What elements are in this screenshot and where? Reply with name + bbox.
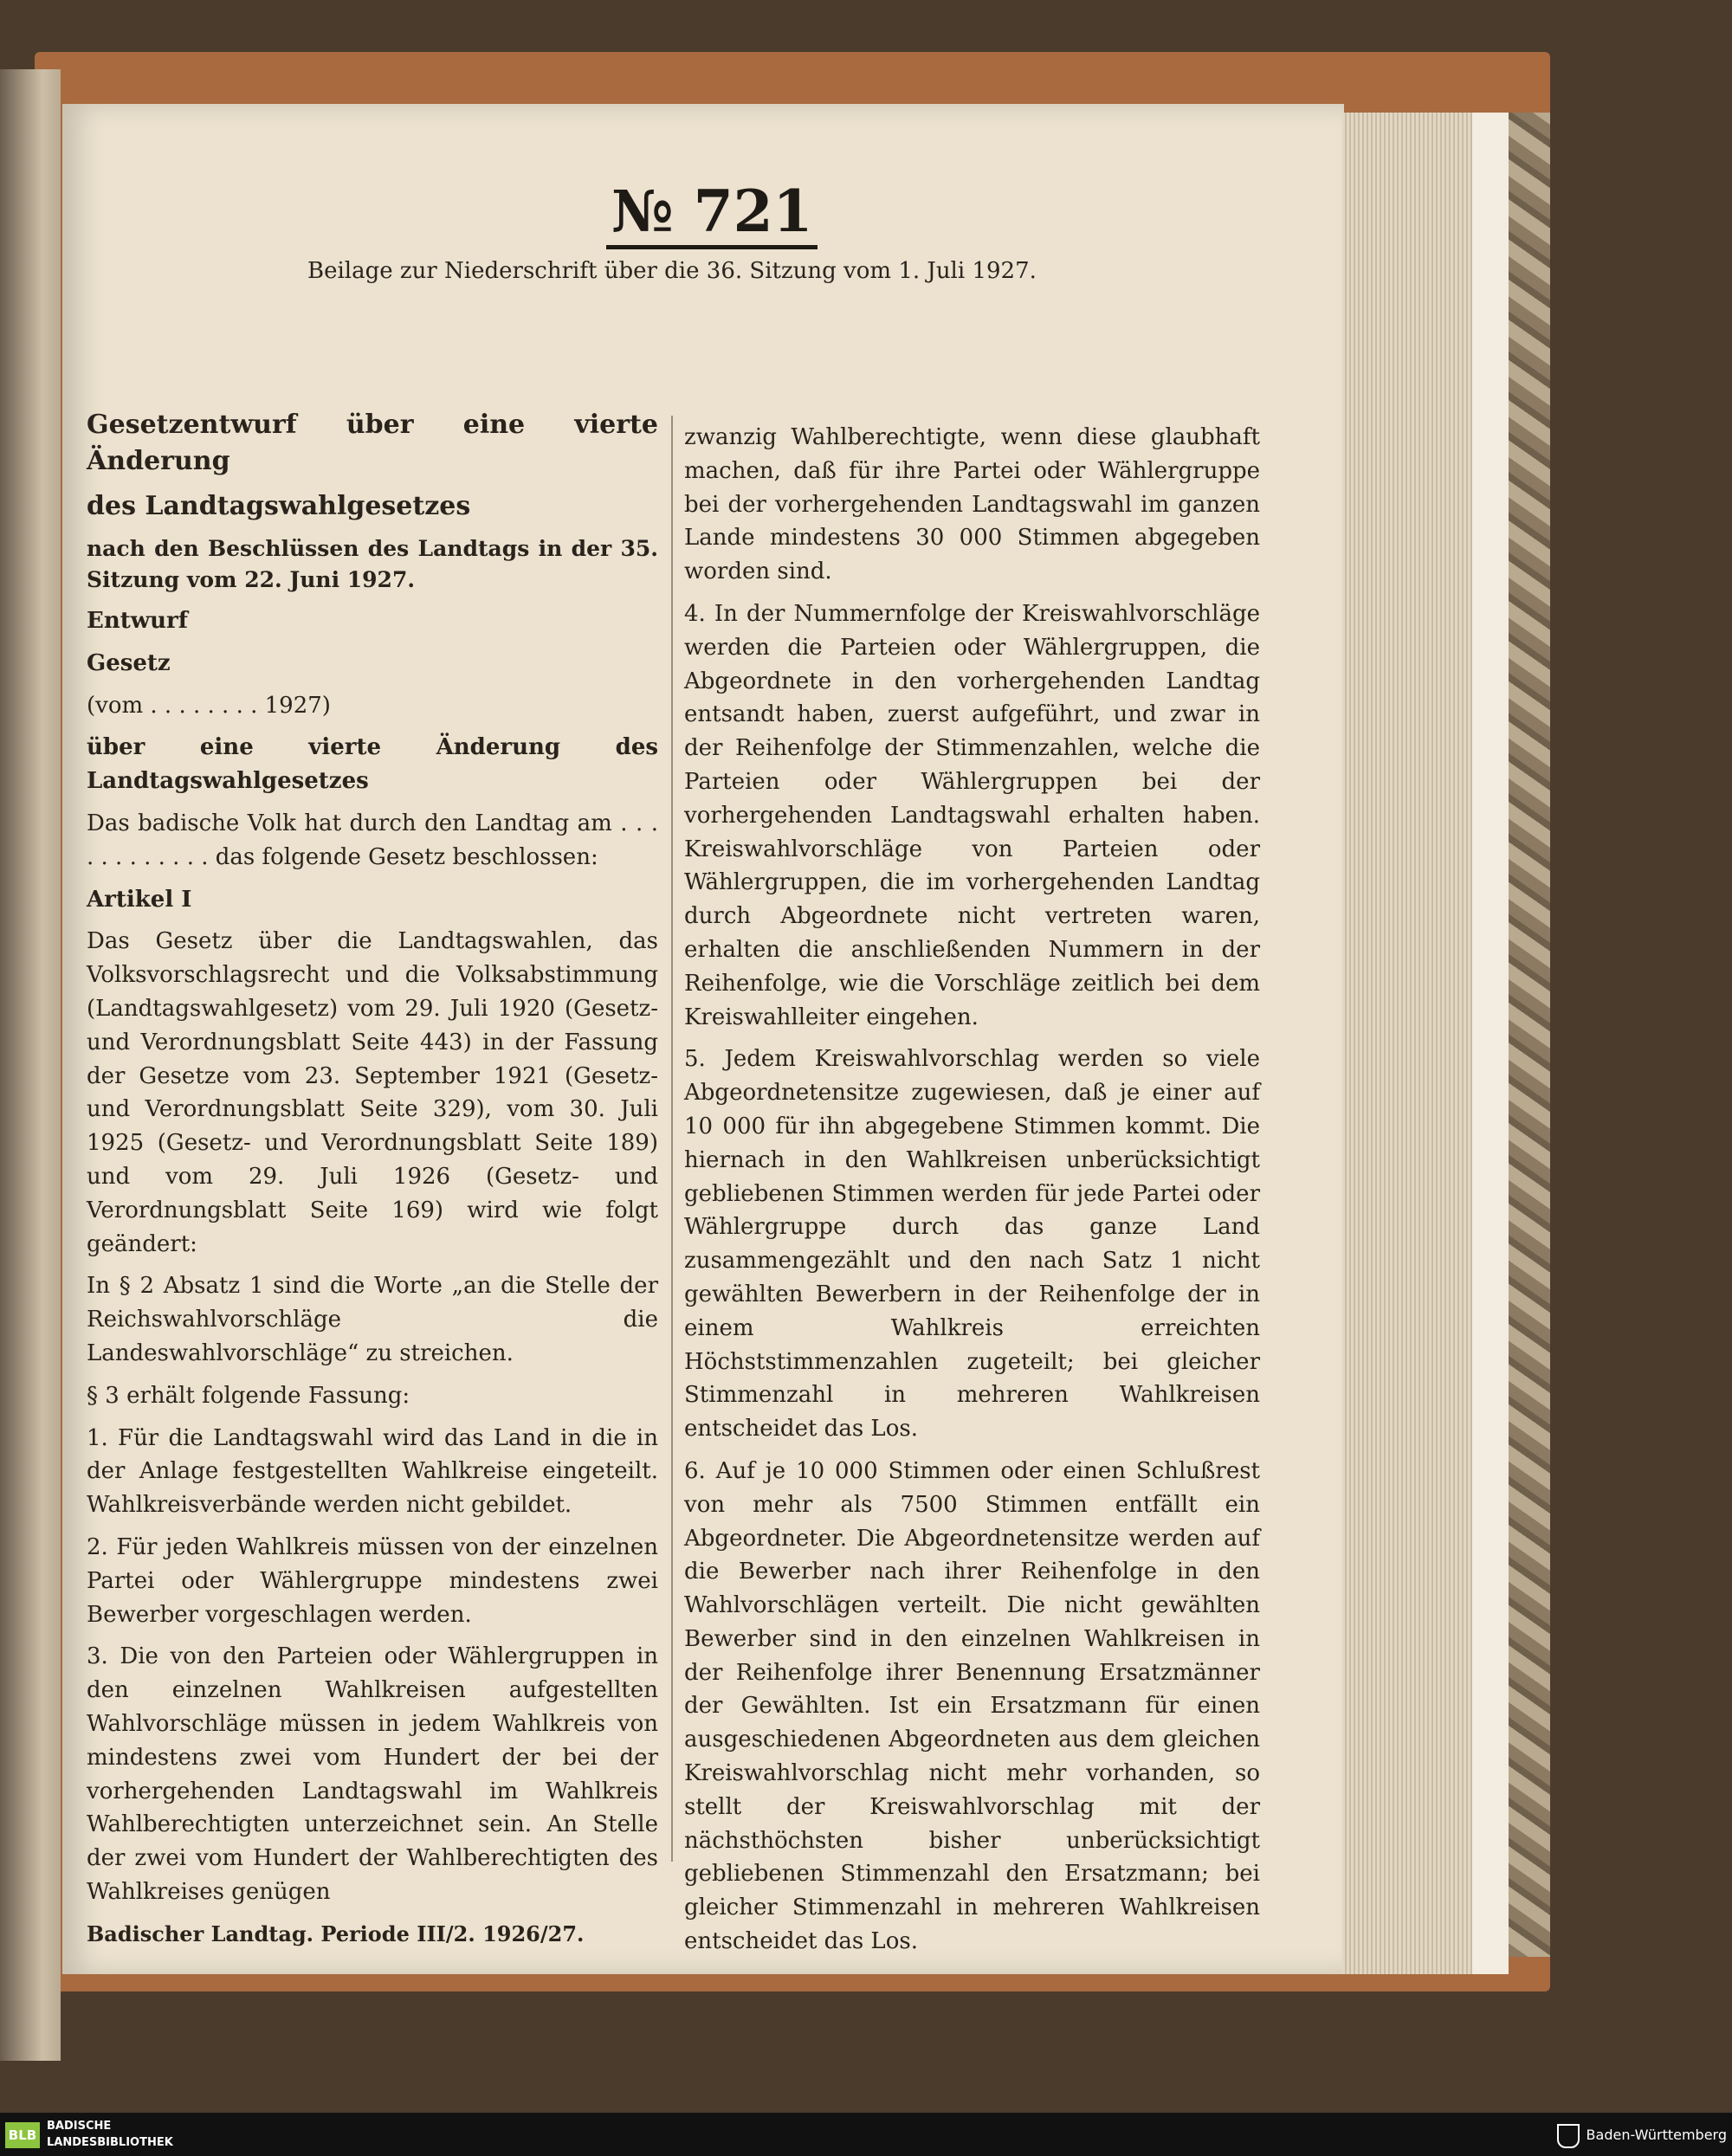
paragraph: In § 2 Absatz 1 sind die Worte „an die Stelle der Reichswahlvorschläge die Landeswahlvorschläge“ zu streichen. [87, 1273, 658, 1366]
document-subheading: Beilage zur Niederschrift über die 36. Sitzung vom 1. Juli 1927. [307, 258, 1037, 284]
viewer-bottom-bar [0, 2113, 1732, 2156]
paragraph: 4. In der Nummernfolge der Kreiswahlvorschläge werden die Parteien oder Wählergruppen, die Abgeordnete in den vorhergehenden Landtag entsandt haben, zuerst aufgeführt, und zwar in der Reihenfolge der Stimmenzahlen, welche die Parteien oder Wählergruppen bei der vorhergehenden Landtagswahl erhalten haben. Kreiswahlvorschläge von Parteien oder Wählergruppen, die im vorhergehenden Landtag durch Abgeordnete nicht vertreten waren, erhalten die anschließenden Nummern in der Reihenfolge, wie die Vorschläge zeitlich bei dem Kreiswahlleiter eingehen. [684, 600, 1260, 1030]
marbled-cover [1507, 113, 1550, 1957]
state-name: Baden-Württemberg [1586, 2127, 1727, 2143]
paragraph: 6. Auf je 10 000 Stimmen oder einen Schlußrest von mehr als 7500 Stimmen entfällt ein Abgeordneter. Die Abgeordnetensitze werden auf die Bewerber nach ihrer Reihenfolge in den Wahlvorschlägen verteilt. Die nicht gewählten Bewerber sind in den einzelnen Wahlkreisen in der Reihenfolge ihrer Benennung Ersatzmänner der Gewählten. Ist ein Ersatzmann für einen ausgeschiedenen Abgeordneten aus dem gleichen Kreiswahlvorschlag nicht mehr vorhanden, so stellt der Kreiswahlvorschlag mit der nächsthöchsten bisher unberücksichtigt gebliebenen Stimmenzahl den Ersatzmann; bei gleicher Stimmenzahl in mehreren Wahlkreisen entscheidet das Los. [684, 1457, 1260, 1955]
paragraph: 1. Für die Landtagswahl wird das Land in die in der Anlage festgestellten Wahlkreise eingeteilt. Wahlkreisverbände werden nicht gebildet. [87, 1424, 658, 1519]
library-name-line-1: BADISCHE [47, 2120, 112, 2133]
entwurf-heading: Entwurf [87, 608, 188, 634]
crest-icon [1557, 2124, 1580, 2148]
left-column [87, 407, 658, 1959]
left-page-edge [0, 69, 61, 2061]
date-placeholder: (vom . . . . . . . . 1927) [87, 692, 331, 719]
column-divider [671, 416, 673, 1862]
right-column [684, 421, 1260, 1967]
state-logo[interactable] [1557, 2122, 1727, 2148]
gesetz-heading: Gesetz [87, 649, 171, 676]
article-heading: Artikel I [87, 886, 192, 913]
paragraph: Das Gesetz über die Landtagswahlen, das Volksvorschlagsrecht und die Volksabstimmung (Landtagswahlgesetz) vom 29. Juli 1920 (Gesetz- und Verordnungsblatt Seite 443) in der Fassung der Gesetze vom 23. September 1921 (Gesetz- und Verordnungsblatt Seite 329), vom 30. Juli 1925 (Gesetz- und Verordnungsblatt Seite 189) und vom 29. Juli 1926 (Gesetz- und Verordnungsblatt Seite 169) wird wie folgt geändert: [87, 928, 658, 1257]
blb-logo[interactable]: BLB [5, 2122, 40, 2148]
document-number: № 721 [606, 182, 818, 249]
paragraph: 2. Für jeden Wahlkreis müssen von der einzelnen Partei oder Wählergruppe mindestens zwei Bewerber vorgeschlagen werden. [87, 1533, 658, 1628]
title-line-2: des Landtagswahlgesetzes [87, 491, 471, 521]
paragraph: 3. Die von den Parteien oder Wählergruppen in den einzelnen Wahlkreisen aufgestellten Wahlvorschläge müssen in jedem Wahlkreis von mindestens zwei vom Hundert der bei der vorhergehenden Landtagswahl im Wahlkreis Wahlberechtigten unterzeichnet sein. An Stelle der zwei vom Hundert der Wahlberechtigten des Wahlkreises genügen [87, 1643, 658, 1905]
book-block-edge [1472, 113, 1509, 1974]
page-edges [1342, 113, 1472, 1974]
title-line-1: Gesetzentwurf über eine vierte Änderung [87, 410, 658, 476]
page-footer: Badischer Landtag. Periode III/2. 1926/27. [87, 1920, 585, 1946]
library-name[interactable] [47, 2118, 173, 2151]
paragraph: zwanzig Wahlberechtigte, wenn diese glaubhaft machen, daß für ihre Partei oder Wählergruppe bei der vorhergehenden Landtagswahl im ganzen Lande mindestens 30 000 Stimmen abgegeben worden sind. [684, 424, 1260, 585]
title-line-3: nach den Beschlüssen des Landtags in der 35. Sitzung vom 22. Juni 1927. [87, 536, 658, 592]
paragraph: § 3 erhält folgende Fassung: [87, 1382, 410, 1409]
library-name-line-2: LANDESBIBLIOTHEK [47, 2136, 173, 2149]
law-subject: über eine vierte Änderung des Landtagswahlgesetzes [87, 734, 658, 795]
intro-paragraph: Das badische Volk hat durch den Landtag am . . . . . . . . . . . . das folgende Gesetz beschlossen: [87, 810, 658, 870]
paragraph: 5. Jedem Kreiswahlvorschlag werden so viele Abgeordnetensitze zugewiesen, daß je einer auf 10 000 für ihn abgegebene Stimmen kommt. Die hiernach in den Wahlkreisen unberücksichtigt gebliebenen Stimmen werden für jede Partei oder Wählergruppe durch das ganze Land zusammengezählt und den nach Satz 1 nicht gewählten Bewerbern in der Reihenfolge der in einem Wahlkreis erreichten Höchststimmenzahlen zugeteilt; bei gleicher Stimmenzahl in mehreren Wahlkreisen entscheidet das Los. [684, 1046, 1260, 1443]
